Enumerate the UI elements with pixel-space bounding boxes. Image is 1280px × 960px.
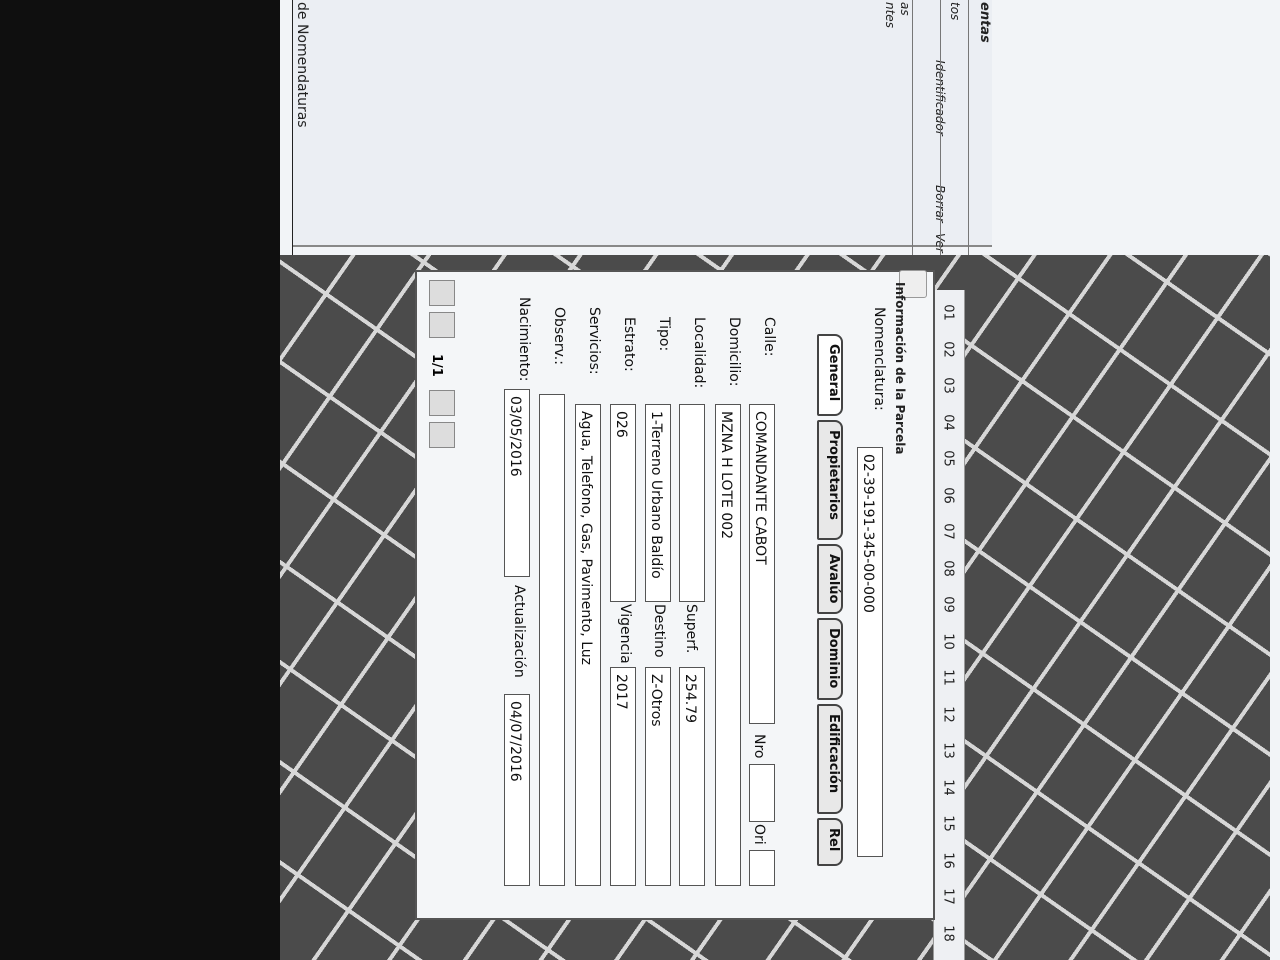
row-number: 05 bbox=[940, 450, 956, 467]
domicilio-value: MZNA H LOTE 002 bbox=[718, 411, 734, 540]
grid-line bbox=[940, 0, 969, 290]
calle-field[interactable] bbox=[749, 404, 775, 724]
calle-label: Calle: bbox=[761, 317, 777, 357]
last-page-button[interactable] bbox=[429, 422, 455, 448]
row-number: 01 bbox=[940, 304, 956, 321]
row-number: 14 bbox=[940, 778, 956, 796]
estrato-field[interactable] bbox=[610, 404, 636, 602]
row-number: 10 bbox=[940, 632, 956, 650]
destino-value: Z-Otros bbox=[648, 674, 664, 727]
row-number: 03 bbox=[940, 377, 956, 394]
row-number: 09 bbox=[940, 596, 956, 613]
row-numbers bbox=[935, 305, 961, 955]
vigencia-field[interactable] bbox=[610, 667, 636, 886]
observ-label: Observ.: bbox=[551, 307, 567, 365]
row-number: 08 bbox=[940, 559, 956, 577]
tab-general[interactable] bbox=[817, 334, 843, 416]
form-side-label: tos bbox=[948, 2, 962, 21]
row-number: 02 bbox=[940, 340, 956, 358]
domicilio-field[interactable] bbox=[715, 404, 741, 886]
superf-value: 254.79 bbox=[682, 674, 698, 723]
destino-field[interactable] bbox=[645, 667, 671, 886]
tab-rel[interactable] bbox=[817, 818, 843, 866]
vigencia-value: 2017 bbox=[613, 674, 629, 710]
tab-dominio[interactable] bbox=[817, 618, 843, 700]
nro-field[interactable] bbox=[749, 764, 775, 822]
observ-field[interactable] bbox=[539, 394, 565, 886]
nro-label: Nro bbox=[751, 734, 767, 759]
nomenclatura-value: 02-39-191-345-00-000 bbox=[860, 454, 876, 613]
row-number: 15 bbox=[940, 815, 956, 832]
next-page-button[interactable] bbox=[429, 390, 455, 416]
tab-label: Dominio bbox=[826, 628, 841, 689]
superf-label: Superf. bbox=[683, 604, 699, 654]
background-form bbox=[292, 0, 992, 253]
column-header-identificador: Identificador bbox=[933, 60, 947, 136]
superf-field[interactable] bbox=[679, 667, 705, 886]
row-number: 18 bbox=[940, 924, 956, 942]
tab-propietarios[interactable] bbox=[817, 420, 843, 540]
row-number: 13 bbox=[940, 742, 956, 759]
tab-label: Avalúo bbox=[826, 554, 841, 604]
row-number: 17 bbox=[940, 888, 956, 905]
page-indicator: 1/1 bbox=[429, 354, 444, 377]
row-number: 04 bbox=[940, 413, 956, 431]
actualizacion-field[interactable] bbox=[504, 694, 530, 886]
ori-label: Ori bbox=[751, 824, 767, 845]
row-number: 06 bbox=[940, 486, 956, 504]
grid-line bbox=[968, 0, 997, 290]
actualizacion-label: Actualización bbox=[511, 585, 527, 678]
form-side-label: as bbox=[898, 2, 912, 16]
form-footer-text: de Nomendaturas bbox=[294, 2, 310, 128]
form-side-label: ntes bbox=[883, 2, 897, 28]
parcel-info-dialog bbox=[415, 270, 935, 920]
vigencia-label: Vigencia bbox=[617, 604, 633, 664]
tipo-value: 1-Terreno Urbano Baldío bbox=[648, 411, 664, 579]
column-header-borrar: Borrar bbox=[933, 185, 947, 223]
servicios-field[interactable] bbox=[575, 404, 601, 886]
estrato-label: Estrato: bbox=[621, 317, 637, 372]
row-number: 12 bbox=[940, 705, 956, 723]
dialog-title: Información de la Parcela bbox=[893, 282, 907, 455]
row-number: 11 bbox=[940, 669, 956, 686]
tab-label: General bbox=[826, 344, 841, 402]
tab-avaluo[interactable] bbox=[817, 544, 843, 614]
nomenclatura-label: Nomenclatura: bbox=[871, 307, 887, 411]
column-header-ver: Ver bbox=[933, 233, 947, 253]
tipo-field[interactable] bbox=[645, 404, 671, 602]
domicilio-label: Domicilio: bbox=[726, 317, 742, 387]
destino-label: Destino bbox=[651, 604, 667, 658]
localidad-label: Localidad: bbox=[691, 317, 707, 389]
servicios-value: Agua, Telefono, Gas, Pavimento, Luz bbox=[578, 411, 594, 665]
form-header: entas bbox=[977, 2, 992, 43]
servicios-label: Servicios: bbox=[586, 307, 602, 375]
calle-value: COMANDANTE CABOT bbox=[752, 411, 768, 565]
nacimiento-field[interactable] bbox=[504, 389, 530, 577]
row-number: 16 bbox=[940, 851, 956, 869]
first-page-button[interactable] bbox=[429, 280, 455, 306]
photographed-paper bbox=[280, 0, 1280, 960]
nomenclatura-field[interactable] bbox=[857, 447, 883, 857]
grid-line bbox=[912, 0, 941, 290]
tab-edificacion[interactable] bbox=[817, 704, 843, 814]
tipo-label: Tipo: bbox=[656, 317, 672, 352]
tab-label: Propietarios bbox=[826, 430, 841, 520]
ori-field[interactable] bbox=[749, 850, 775, 886]
prev-page-button[interactable] bbox=[429, 312, 455, 338]
tab-label: Rel bbox=[826, 828, 841, 852]
localidad-field[interactable] bbox=[679, 404, 705, 602]
estrato-value: 026 bbox=[613, 411, 629, 438]
nacimiento-value: 03/05/2016 bbox=[507, 396, 523, 477]
nacimiento-label: Nacimiento: bbox=[516, 297, 532, 382]
row-number: 07 bbox=[940, 523, 956, 540]
actualizacion-value: 04/07/2016 bbox=[507, 701, 523, 782]
tab-label: Edificación bbox=[826, 714, 841, 794]
